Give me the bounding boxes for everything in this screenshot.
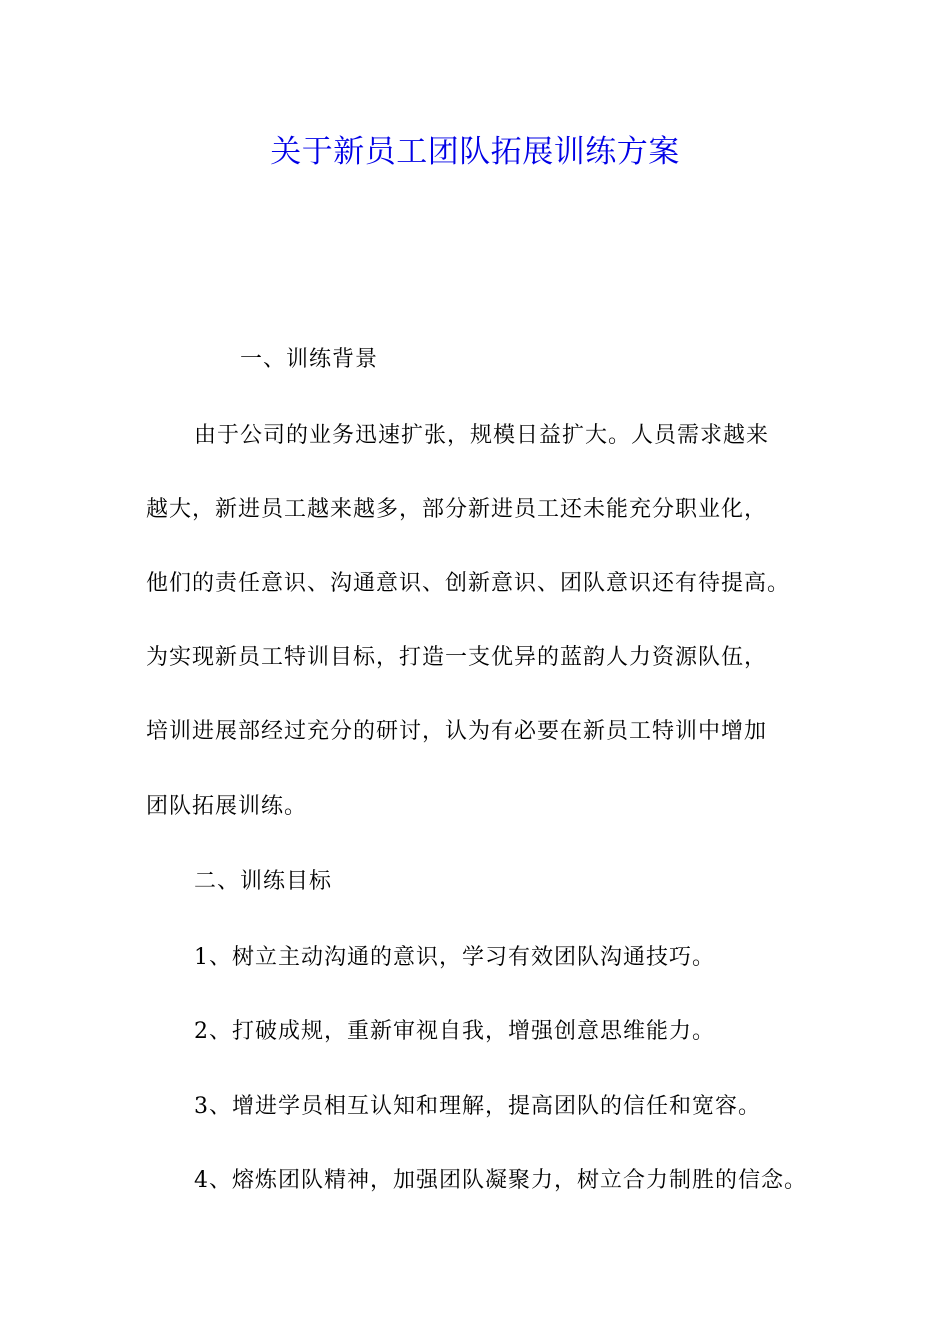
section-heading-background: 一、训练背景 <box>240 347 379 372</box>
paragraph-line: 由于公司的业务迅速扩张，规模日益扩大。人员需求越来 <box>194 423 770 448</box>
goal-item: 2、打破成规，重新审视自我，增强创意思维能力。 <box>194 1019 715 1044</box>
section-heading-goals: 二、训练目标 <box>194 869 333 894</box>
paragraph-line: 培训进展部经过充分的研讨，认为有必要在新员工特训中增加 <box>146 719 768 744</box>
goal-item: 3、增进学员相互认知和理解，提高团队的信任和宽容。 <box>194 1094 761 1119</box>
goal-item: 4、熔炼团队精神，加强团队凝聚力，树立合力制胜的信念。 <box>194 1168 807 1193</box>
paragraph-line: 越大，新进员工越来越多，部分新进员工还未能充分职业化， <box>146 497 768 522</box>
paragraph-line: 为实现新员工特训目标，打造一支优异的蓝韵人力资源队伍， <box>146 645 768 670</box>
document-title: 关于新员工团队拓展训练方案 <box>270 134 680 170</box>
paragraph-line: 他们的责任意识、沟通意识、创新意识、团队意识还有待提高。 <box>146 571 791 596</box>
goal-item: 1、树立主动沟通的意识，学习有效团队沟通技巧。 <box>194 945 715 970</box>
paragraph-line: 团队拓展训练。 <box>146 794 308 819</box>
